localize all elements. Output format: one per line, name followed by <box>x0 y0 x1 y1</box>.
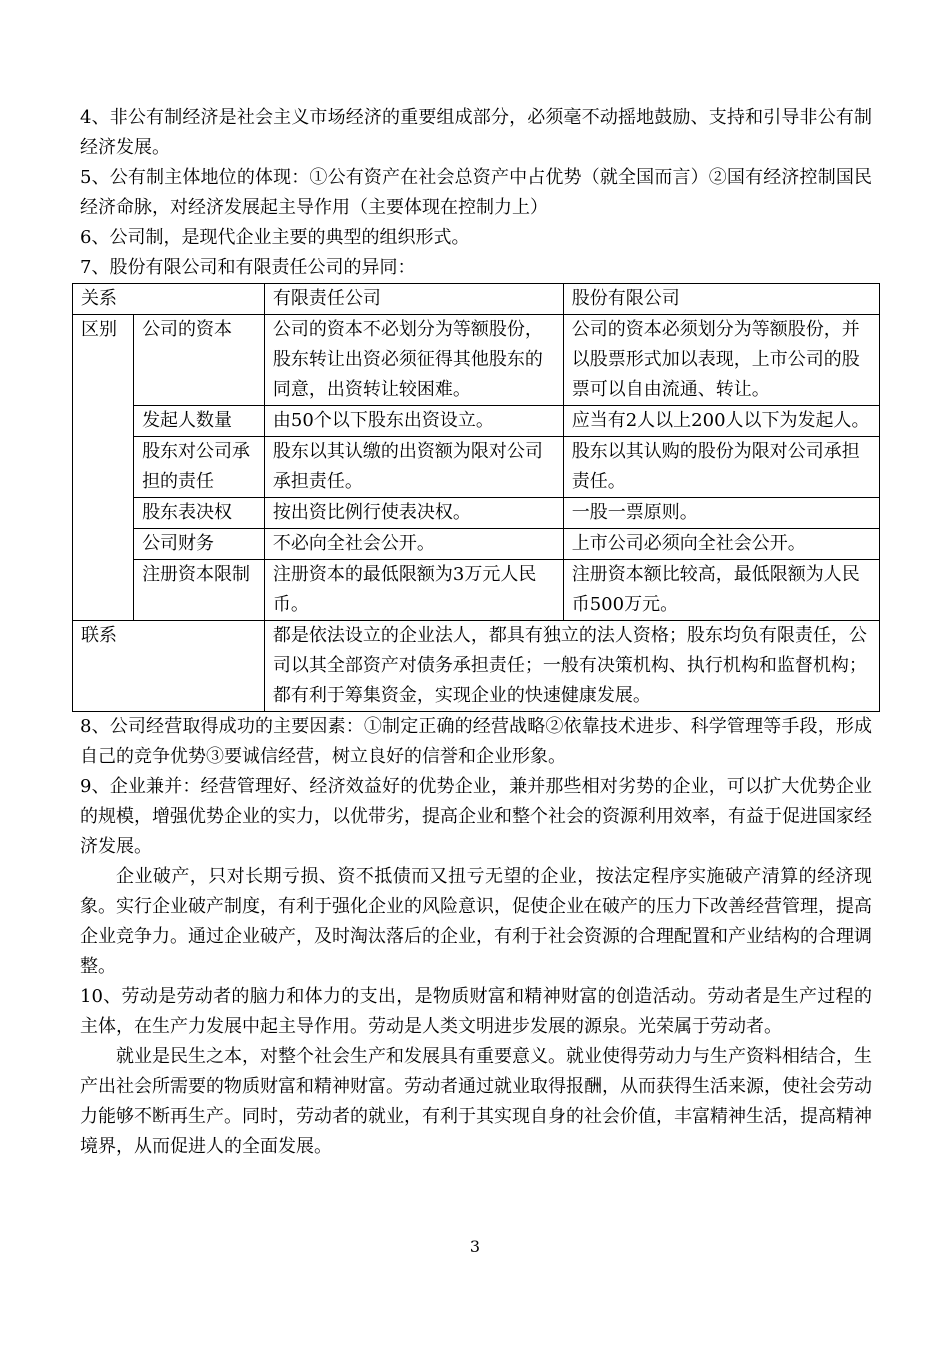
header-llc: 有限责任公司 <box>264 284 563 315</box>
aspect-cell: 股东表决权 <box>134 498 265 529</box>
jsc-cell: 应当有2人以上200人以下为发起人。 <box>563 406 879 437</box>
header-jsc: 股份有限公司 <box>563 284 879 315</box>
item-10-employment: 就业是民生之本，对整个社会生产和发展具有重要意义。就业使得劳动力与生产资料相结合，生产出社会所需要的物质财富和精神财富。劳动者通过就业取得报酬，从而获得生活来源，使社会劳动力能够不断再生产。同时，劳动者的就业，有利于其实现自身的社会价值，丰富精神生活，提高精神境界，从而促进人的全面发展。 <box>80 1046 872 1157</box>
llc-cell: 不必向全社会公开。 <box>264 529 563 560</box>
llc-cell: 注册资本的最低限额为3万元人民币。 <box>264 560 563 621</box>
item-6: 6、公司制，是现代企业主要的典型的组织形式。 <box>80 227 470 248</box>
header-relation: 关系 <box>73 284 265 315</box>
table-row <box>73 437 880 498</box>
item-10: 10、劳动是劳动者的脑力和体力的支出，是物质财富和精神财富的创造活动。劳动者是生产过程的主体，在生产力发展中起主导作用。劳动是人类文明进步发展的源泉。光荣属于劳动者。 <box>80 986 872 1037</box>
table-row <box>73 560 880 621</box>
table-row <box>73 498 880 529</box>
item-7: 7、股份有限公司和有限责任公司的异同： <box>80 257 416 278</box>
aspect-cell: 发起人数量 <box>134 406 265 437</box>
item-8: 8、公司经营取得成功的主要因素：①制定正确的经营战略②依靠技术进步、科学管理等手段，形成自己的竞争优势③要诚信经营，树立良好的信誉和企业形象。 <box>80 716 872 767</box>
aspect-cell: 公司的资本 <box>134 315 265 406</box>
jsc-cell: 上市公司必须向全社会公开。 <box>563 529 879 560</box>
item-9-bankruptcy: 企业破产，只对长期亏损、资不抵债而又扭亏无望的企业，按法定程序实施破产清算的经济现象。实行企业破产制度，有利于强化企业的风险意识，促使企业在破产的压力下改善经营管理，提高企业竞争力。通过企业破产，及时淘汰落后的企业，有利于社会资源的合理配置和产业结构的合理调整。 <box>80 866 872 977</box>
document-body <box>80 103 872 1162</box>
item-9: 9、企业兼并：经营管理好、经济效益好的优势企业，兼并那些相对劣势的企业，可以扩大优势企业的规模，增强优势企业的实力，以优带劣，提高企业和整个社会的资源利用效率，有益于促进国家经济发展。 <box>80 776 872 857</box>
link-text: 都是依法设立的企业法人，都具有独立的法人资格；股东均负有限责任，公司以其全部资产对债务承担责任；一般有决策机构、执行机构和监督机构；都有利于筹集资金，实现企业的快速健康发展。 <box>264 621 879 712</box>
llc-cell: 公司的资本不必划分为等额股份，股东转让出资必须征得其他股东的同意，出资转让较困难。 <box>264 315 563 406</box>
link-label: 联系 <box>73 621 265 712</box>
llc-cell: 按出资比例行使表决权。 <box>264 498 563 529</box>
table-header-row <box>73 284 880 315</box>
company-comparison-table <box>72 283 880 712</box>
aspect-cell: 公司财务 <box>134 529 265 560</box>
jsc-cell: 注册资本额比较高，最低限额为人民币500万元。 <box>563 560 879 621</box>
jsc-cell: 公司的资本必须划分为等额股份，并以股票形式加以表现，上市公司的股票可以自由流通、转让。 <box>563 315 879 406</box>
table-row-link <box>73 621 880 712</box>
jsc-cell: 股东以其认购的股份为限对公司承担责任。 <box>563 437 879 498</box>
aspect-cell: 股东对公司承担的责任 <box>134 437 265 498</box>
llc-cell: 由50个以下股东出资设立。 <box>264 406 563 437</box>
aspect-cell: 注册资本限制 <box>134 560 265 621</box>
page-number: 3 <box>469 1237 481 1256</box>
jsc-cell: 一股一票原则。 <box>563 498 879 529</box>
table-row <box>73 529 880 560</box>
table-row <box>73 315 880 406</box>
diff-label: 区别 <box>73 315 134 621</box>
item-5: 5、公有制主体地位的体现：①公有资产在社会总资产中占优势（就全国而言）②国有经济控制国民经济命脉，对经济发展起主导作用（主要体现在控制力上） <box>80 167 872 218</box>
llc-cell: 股东以其认缴的出资额为限对公司承担责任。 <box>264 437 563 498</box>
item-4: 4、非公有制经济是社会主义市场经济的重要组成部分，必须毫不动摇地鼓励、支持和引导非公有制经济发展。 <box>80 107 872 158</box>
table-row <box>73 406 880 437</box>
